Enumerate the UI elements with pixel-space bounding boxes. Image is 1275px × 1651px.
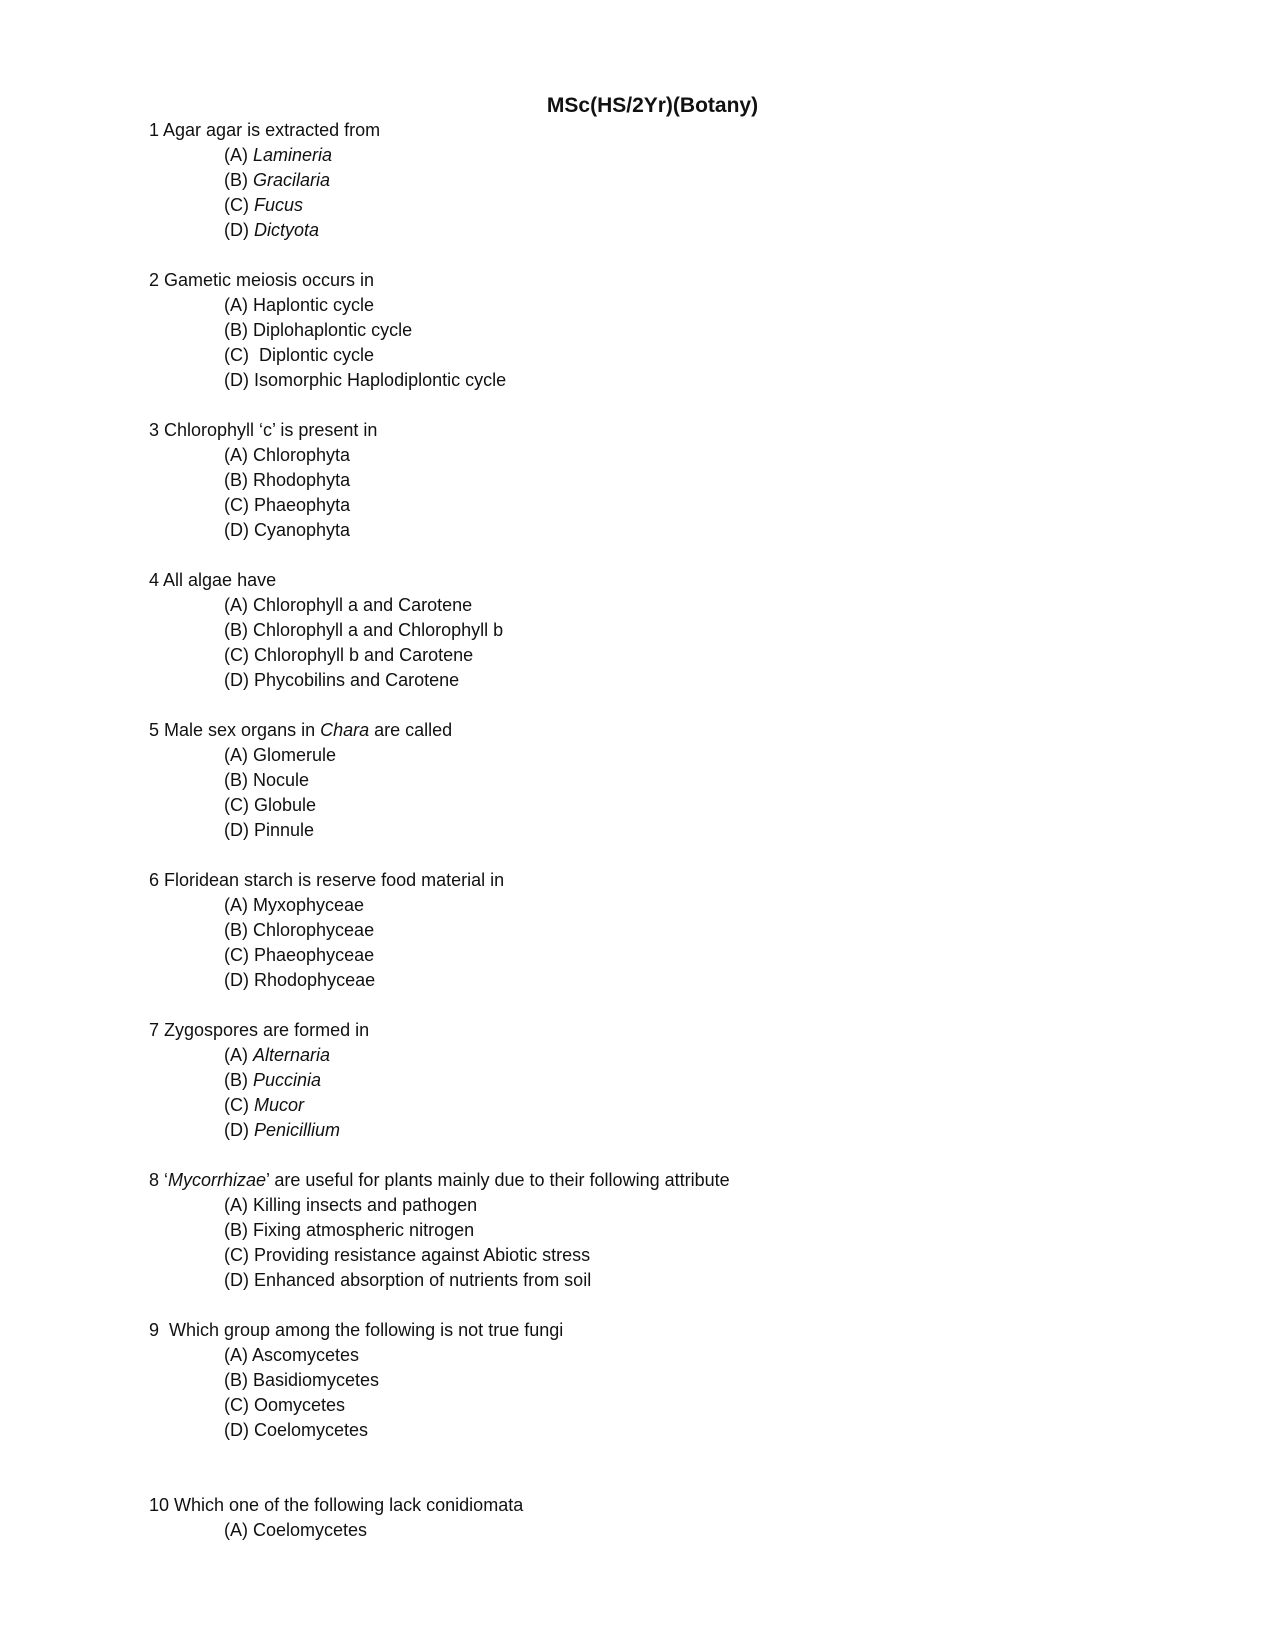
question-9-option-a: (A) Ascomycetes [224, 1345, 360, 1365]
question-6-option-a: (A) Myxophyceae [224, 895, 365, 915]
question-6-option-d: (D) Rhodophyceae [224, 970, 376, 990]
question-3-option-c: (C) Phaeophyta [224, 495, 351, 515]
question-7-option-d: (D) Penicillium [224, 1120, 341, 1140]
question-2: 2 Gametic meiosis occurs in [149, 270, 375, 290]
question-9: 9 Which group among the following is not true fungi [149, 1320, 564, 1340]
question-6-option-c: (C) Phaeophyceae [224, 945, 375, 965]
question-5-option-a: (A) Glomerule [224, 745, 337, 765]
question-9-option-d: (D) Coelomycetes [224, 1420, 369, 1440]
question-1-option-c: (C) Fucus [224, 195, 304, 215]
question-3: 3 Chlorophyll ‘c’ is present in [149, 420, 378, 440]
question-7-option-b: (B) Puccinia [224, 1070, 322, 1090]
question-7-option-c: (C) Mucor [224, 1095, 305, 1115]
question-9-option-b: (B) Basidiomycetes [224, 1370, 380, 1390]
question-8-option-b: (B) Fixing atmospheric nitrogen [224, 1220, 475, 1240]
question-1: 1 Agar agar is extracted from [149, 120, 381, 140]
question-5-option-d: (D) Pinnule [224, 820, 315, 840]
question-3-option-b: (B) Rhodophyta [224, 470, 351, 490]
question-7: 7 Zygospores are formed in [149, 1020, 370, 1040]
question-1-option-d: (D) Dictyota [224, 220, 320, 240]
question-4-option-d: (D) Phycobilins and Carotene [224, 670, 460, 690]
question-4-option-a: (A) Chlorophyll a and Carotene [224, 595, 473, 615]
question-8-option-d: (D) Enhanced absorption of nutrients from soil [224, 1270, 592, 1290]
question-9-option-c: (C) Oomycetes [224, 1395, 346, 1415]
question-10-option-a: (A) Coelomycetes [224, 1520, 368, 1540]
question-4-option-c: (C) Chlorophyll b and Carotene [224, 645, 474, 665]
question-2-option-d: (D) Isomorphic Haplodiplontic cycle [224, 370, 507, 390]
question-5-option-c: (C) Globule [224, 795, 317, 815]
question-6: 6 Floridean starch is reserve food material in [149, 870, 505, 890]
question-2-option-a: (A) Haplontic cycle [224, 295, 375, 315]
question-4-option-b: (B) Chlorophyll a and Chlorophyll b [224, 620, 504, 640]
question-3-option-d: (D) Cyanophyta [224, 520, 351, 540]
question-5-option-b: (B) Nocule [224, 770, 310, 790]
question-2-option-c: (C) Diplontic cycle [224, 345, 375, 365]
question-10: 10 Which one of the following lack conidiomata [149, 1495, 524, 1515]
question-1-option-b: (B) Gracilaria [224, 170, 331, 190]
question-8: 8 ‘Mycorrhizae’ are useful for plants mainly due to their following attribute [149, 1170, 730, 1190]
page-title [0, 94, 1275, 118]
question-3-option-a: (A) Chlorophyta [224, 445, 351, 465]
question-8-option-c: (C) Providing resistance against Abiotic stress [224, 1245, 591, 1265]
question-4: 4 All algae have [149, 570, 277, 590]
question-6-option-b: (B) Chlorophyceae [224, 920, 375, 940]
question-1-option-a: (A) Lamineria [224, 145, 333, 165]
question-7-option-a: (A) Alternaria [224, 1045, 331, 1065]
question-8-option-a: (A) Killing insects and pathogen [224, 1195, 478, 1215]
question-2-option-b: (B) Diplohaplontic cycle [224, 320, 413, 340]
question-5: 5 Male sex organs in Chara are called [149, 720, 453, 740]
page-title-text: MSc(HS/2Yr)(Botany) [546, 94, 759, 117]
